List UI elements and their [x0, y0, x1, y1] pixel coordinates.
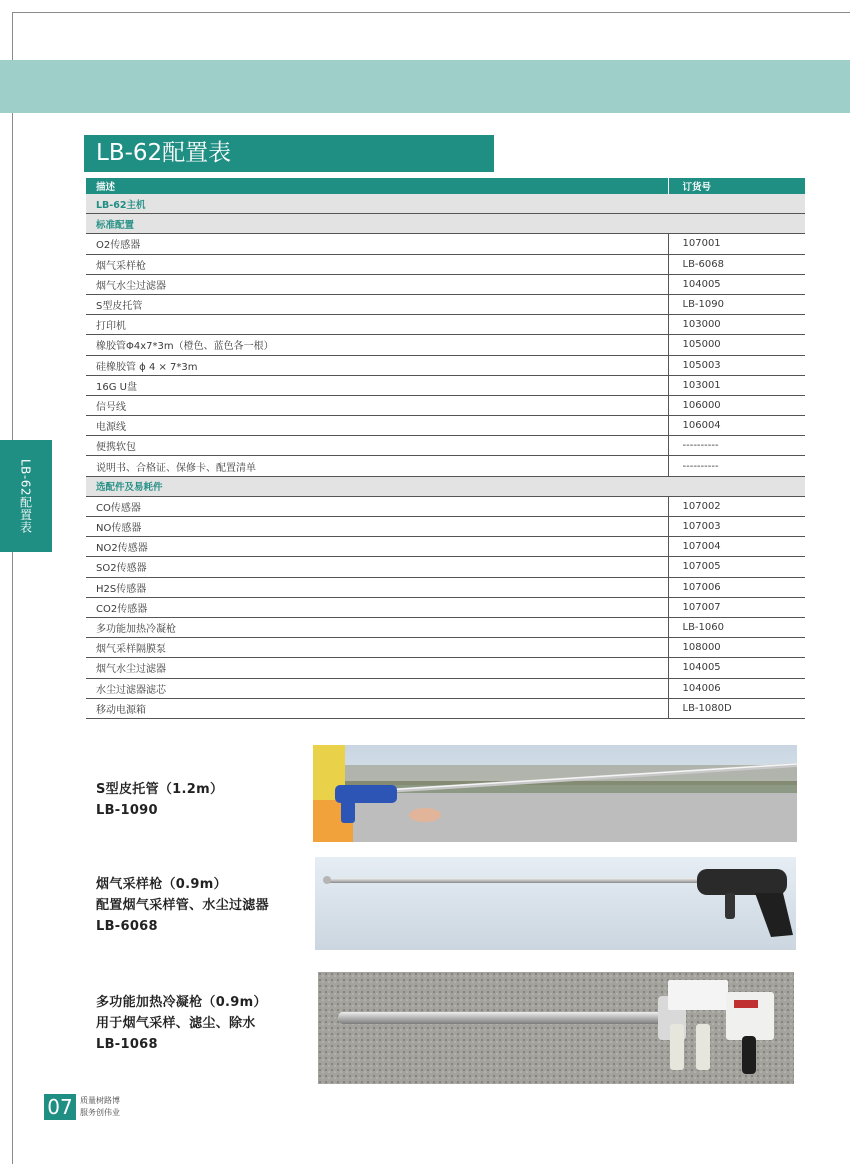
- row-description: 水尘过滤器滤芯: [86, 678, 668, 698]
- table-row: [86, 517, 805, 537]
- table-row: [86, 436, 805, 456]
- sampling-gun-photo: [315, 857, 796, 950]
- row-description: 打印机: [86, 315, 668, 335]
- product-pitot-tube: [96, 779, 223, 821]
- section-label: LB-62主机: [86, 194, 805, 214]
- table-row: [86, 658, 805, 678]
- row-order-number: 107006: [668, 577, 805, 597]
- table-row: [86, 416, 805, 436]
- row-description: 烟气采样枪: [86, 254, 668, 274]
- row-description: NO2传感器: [86, 537, 668, 557]
- table-row: [86, 355, 805, 375]
- section-optional: [86, 476, 805, 496]
- product-name: 多功能加热冷凝枪（0.9m）: [96, 995, 267, 1010]
- table-row: [86, 617, 805, 637]
- table-row: [86, 315, 805, 335]
- row-order-number: ----------: [668, 456, 805, 476]
- footer-slogan: [80, 1095, 120, 1119]
- table-row: [86, 577, 805, 597]
- table-row: [86, 274, 805, 294]
- row-order-number: LB-1090: [668, 294, 805, 314]
- side-tab: [0, 440, 52, 552]
- condenser-gun-photo: [318, 972, 794, 1084]
- row-order-number: 104005: [668, 658, 805, 678]
- row-description: O2传感器: [86, 234, 668, 254]
- row-order-number: LB-1080D: [668, 698, 805, 718]
- row-description: NO传感器: [86, 517, 668, 537]
- row-description: 16G U盘: [86, 375, 668, 395]
- section-label: 选配件及易耗件: [86, 476, 805, 496]
- table-row: [86, 698, 805, 718]
- row-description: S型皮托管: [86, 294, 668, 314]
- row-order-number: 108000: [668, 638, 805, 658]
- table-row: [86, 254, 805, 274]
- config-table: [86, 178, 805, 719]
- section-label: 标准配置: [86, 214, 805, 234]
- row-description: 烟气水尘过滤器: [86, 274, 668, 294]
- row-description: 说明书、合格证、保修卡、配置清单: [86, 456, 668, 476]
- row-order-number: 104005: [668, 274, 805, 294]
- product-name: S型皮托管（1.2m）: [96, 782, 224, 797]
- row-order-number: 104006: [668, 678, 805, 698]
- row-order-number: 106004: [668, 416, 805, 436]
- product-note: 配置烟气采样管、水尘过滤器: [96, 898, 269, 913]
- row-order-number: LB-6068: [668, 254, 805, 274]
- row-description: 便携软包: [86, 436, 668, 456]
- table-row: [86, 537, 805, 557]
- row-description: CO传感器: [86, 496, 668, 516]
- page-title: LB-62配置表: [84, 135, 494, 172]
- row-order-number: 107002: [668, 496, 805, 516]
- row-order-number: 106000: [668, 395, 805, 415]
- section-main-unit: [86, 194, 805, 214]
- header-order-number: 订货号: [668, 178, 805, 194]
- pitot-tube-photo: [313, 745, 797, 842]
- row-description: 电源线: [86, 416, 668, 436]
- product-sampling-gun: [96, 874, 269, 937]
- row-order-number: 107003: [668, 517, 805, 537]
- row-description: 移动电源箱: [86, 698, 668, 718]
- page-number: 07: [44, 1094, 76, 1120]
- product-name: 烟气采样枪（0.9m）: [96, 877, 227, 892]
- table-row: [86, 557, 805, 577]
- section-standard: [86, 214, 805, 234]
- row-order-number: 103001: [668, 375, 805, 395]
- header-description: 描述: [86, 178, 668, 194]
- table-row: [86, 395, 805, 415]
- row-order-number: 105000: [668, 335, 805, 355]
- table-row: [86, 597, 805, 617]
- table-row: [86, 678, 805, 698]
- table-row: [86, 496, 805, 516]
- product-model: LB-1068: [96, 1037, 158, 1052]
- header-band: [0, 60, 850, 113]
- table-row: [86, 456, 805, 476]
- table-row: [86, 294, 805, 314]
- row-order-number: ----------: [668, 436, 805, 456]
- row-description: 烟气采样隔膜泵: [86, 638, 668, 658]
- product-condenser-gun: [96, 992, 267, 1055]
- row-description: 信号线: [86, 395, 668, 415]
- row-order-number: 107007: [668, 597, 805, 617]
- side-tab-label: LB-62配置表: [18, 458, 33, 534]
- footer-slogan-line1: 质量树路博: [80, 1096, 120, 1105]
- row-order-number: 107004: [668, 537, 805, 557]
- row-order-number: 103000: [668, 315, 805, 335]
- row-order-number: LB-1060: [668, 617, 805, 637]
- table-row: [86, 375, 805, 395]
- table-row: [86, 335, 805, 355]
- table-row: [86, 638, 805, 658]
- row-description: SO2传感器: [86, 557, 668, 577]
- row-description: 硅橡胶管 ϕ 4 × 7*3m: [86, 355, 668, 375]
- row-order-number: 107001: [668, 234, 805, 254]
- row-description: 烟气水尘过滤器: [86, 658, 668, 678]
- row-description: 多功能加热冷凝枪: [86, 617, 668, 637]
- row-order-number: 107005: [668, 557, 805, 577]
- product-model: LB-1090: [96, 803, 158, 818]
- row-order-number: 105003: [668, 355, 805, 375]
- row-description: 橡胶管Φ4x7*3m（橙色、蓝色各一根）: [86, 335, 668, 355]
- footer-slogan-line2: 服务创伟业: [80, 1108, 120, 1117]
- product-model: LB-6068: [96, 919, 158, 934]
- table-header-row: [86, 178, 805, 194]
- product-note: 用于烟气采样、滤尘、除水: [96, 1016, 256, 1031]
- table-row: [86, 234, 805, 254]
- row-description: H2S传感器: [86, 577, 668, 597]
- row-description: CO2传感器: [86, 597, 668, 617]
